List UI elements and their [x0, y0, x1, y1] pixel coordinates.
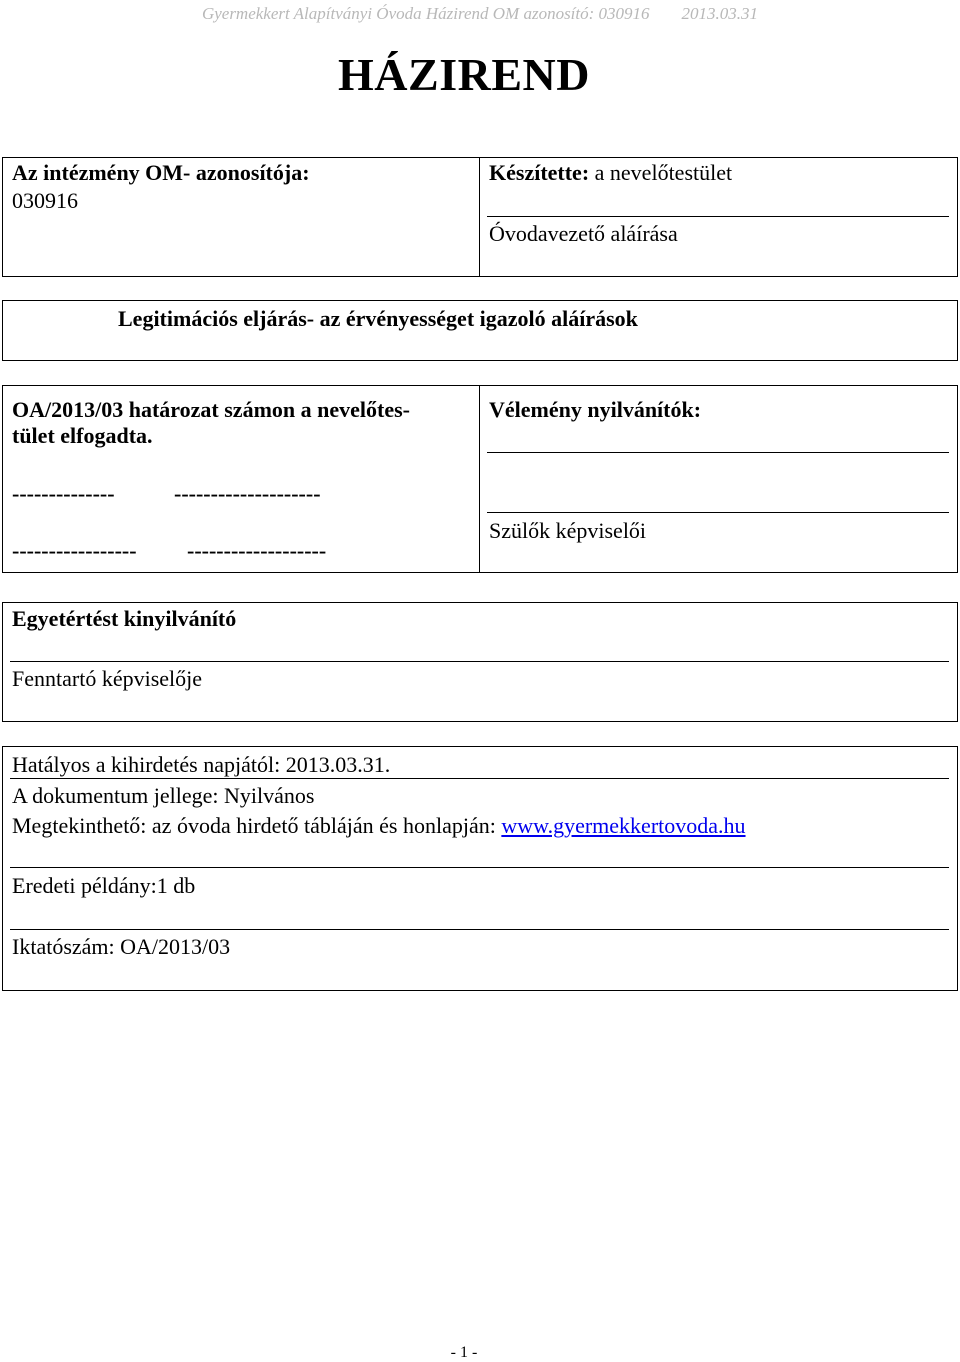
signature-dashes-1a: --------------	[12, 481, 115, 506]
info-line-3	[10, 929, 949, 930]
viewable-text: Megtekinthető: az óvoda hirdető tábláján és honlapján:	[12, 813, 502, 838]
viewable-at	[12, 813, 746, 839]
principal-signature-label: Óvodavezető aláírása	[489, 221, 678, 246]
maintainer-signature-line	[10, 661, 949, 662]
principal-signature-line	[487, 216, 949, 217]
website-link[interactable]: www.gyermekkertovoda.hu	[501, 813, 746, 838]
maintainer-label: Fenntartó képviselője	[12, 666, 203, 691]
om-value: 030916	[12, 188, 78, 213]
header-date: 2013.03.31	[681, 4, 759, 23]
agreement-label: Egyetértést kinyilvánító	[12, 606, 237, 631]
info-line-1	[10, 778, 949, 779]
registry-number: Iktatószám: OA/2013/03	[12, 934, 231, 959]
page-number: - 1 -	[450, 1344, 478, 1361]
signature-dashes-1b: --------------------	[174, 481, 321, 506]
prepared-value: a nevelőtestület	[594, 160, 733, 185]
signature-dashes-2b: -------------------	[187, 538, 327, 563]
header-text: Gyermekkert Alapítványi Óvoda Házirend OM azonosító: 030916	[201, 4, 650, 23]
document-nature: A dokumentum jellege: Nyilvános	[12, 783, 315, 808]
opinion-label: Vélemény nyilvánítók:	[489, 397, 702, 422]
opinion-signature-line-1	[487, 452, 949, 453]
resolution-line-2: tület elfogadta.	[12, 423, 153, 448]
legitimation-title: Legitimációs eljárás- az érvényességet igazoló aláírások	[118, 306, 638, 331]
info-line-2	[10, 867, 949, 868]
signature-dashes-2a: -----------------	[12, 538, 137, 563]
running-header	[0, 4, 960, 24]
effective-date: Hatályos a kihirdetés napjától: 2013.03.31.	[12, 752, 391, 777]
resolution-line-1: OA/2013/03 határozat számon a nevelőtes-	[12, 397, 410, 422]
prepared-label: Készítette:	[489, 160, 590, 185]
opinion-signature-line-2	[487, 512, 949, 513]
document-title: HÁZIREND	[338, 49, 590, 100]
prepared-by	[489, 160, 732, 186]
original-copies: Eredeti példány:1 db	[12, 873, 196, 898]
om-label: Az intézmény OM- azonosítója:	[12, 160, 310, 185]
parents-label: Szülők képviselői	[489, 518, 647, 543]
